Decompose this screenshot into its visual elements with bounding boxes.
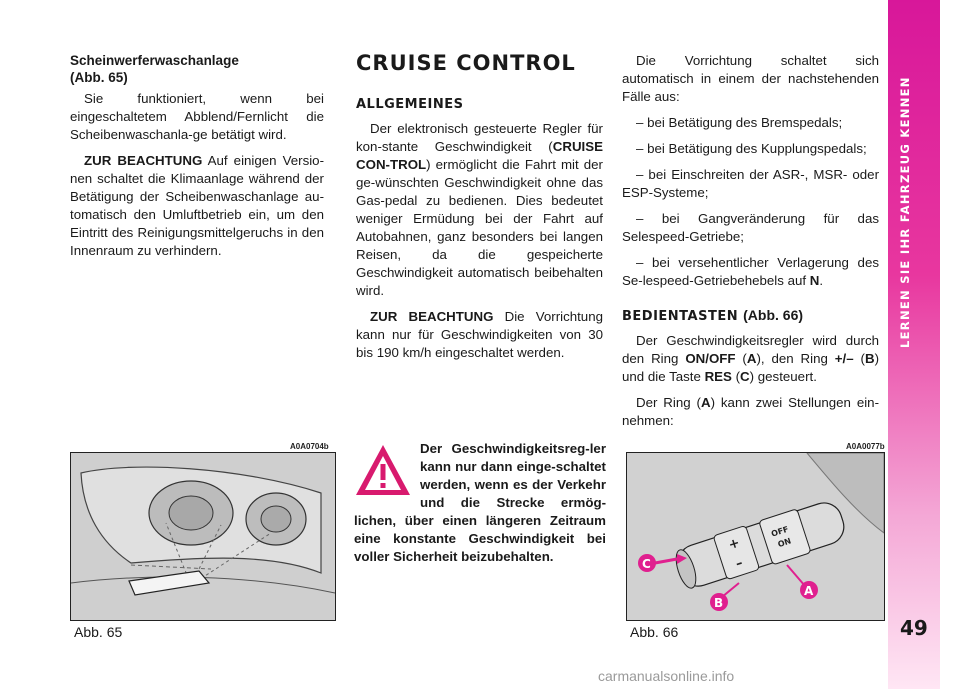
text: Der Ring (: [636, 395, 701, 410]
text: (: [731, 369, 741, 384]
text: ) und die Taste: [622, 351, 879, 384]
gear-n: N: [809, 273, 820, 288]
left-column: [70, 52, 324, 268]
deactivation-intro: Die Vorrichtung schaltet sich automatisch in einem der nachstehenden Fälle aus:: [622, 53, 879, 104]
note-label: ZUR BEACHTUNG: [370, 309, 494, 324]
label-b: B: [714, 596, 724, 610]
minus-mark: –: [733, 555, 745, 572]
label-c: C: [642, 557, 651, 571]
cruise-control-term: CRUISE CON-TROL: [356, 139, 603, 172]
text: (: [735, 351, 747, 366]
label-a: A: [804, 584, 814, 598]
text: (: [853, 351, 865, 366]
washer-fig-ref: Abb. 65: [74, 70, 124, 85]
washer-paragraph: Sie funktioniert, wenn bei eingeschaltetem Abblend/Fernlicht die Scheibenwaschanla-ge betätigt wird.: [70, 91, 324, 142]
right-column: [622, 52, 879, 438]
washer-heading-text: Scheinwerferwaschanlage: [70, 53, 239, 68]
chapter-title: LERNEN SIE IHR FAHRZEUG KENNEN: [898, 76, 912, 348]
paren: ): [123, 70, 128, 85]
term: RES: [704, 369, 732, 384]
warning-text: Der Geschwindigkeitsreg-ler kann nur dann einge-schaltet werden, wenn es der Verkehr und die Strecke ermög-lichen, über einen längeren Zeitraum eine konstante Geschwindigkeit bei voller Sicherheit beizubehalten.: [354, 441, 606, 564]
figure-65-headlamp: [70, 452, 336, 621]
section-heading-general: ALLGEMEINES: [356, 97, 464, 112]
paren: (: [70, 70, 75, 85]
figure-code: A0A0077b: [846, 442, 885, 451]
controls-paragraph: [622, 332, 879, 386]
text: .: [819, 273, 824, 288]
figure-66-caption: Abb. 66: [630, 624, 679, 640]
text: Der Geschwindigkeitsregler wird durch den Ring: [622, 333, 879, 366]
headlamp-illustration: [71, 453, 335, 620]
plus-mark: +: [726, 535, 742, 554]
term: +/–: [834, 351, 854, 366]
washer-note: [70, 152, 324, 260]
cruise-note: [356, 308, 603, 362]
on-mark: ON: [776, 536, 793, 550]
list-item: [622, 254, 879, 290]
middle-column: [356, 52, 603, 370]
text: ), den Ring: [756, 351, 835, 366]
controls-fig-ref: (Abb. 66): [743, 307, 804, 323]
term: C: [740, 369, 750, 384]
list-item: – bei Betätigung des Bremspedals;: [636, 115, 843, 130]
ring-paragraph: [622, 394, 879, 430]
term: A: [746, 351, 757, 366]
cruise-stalk-illustration: [627, 453, 884, 620]
list-item: – bei Gangveränderung für das Selespeed-Getriebe;: [622, 211, 879, 244]
washer-heading: [70, 52, 324, 86]
list-item: – bei Einschreiten der ASR-, MSR- oder ESP-Systeme;: [622, 167, 879, 200]
page-number: 49: [900, 616, 928, 640]
term: A: [700, 395, 711, 410]
text: ) ermöglicht die Fahrt mit der ge-wünschten Geschwindigkeit ohne das Gas-pedal zu bedienen. Dies bedeutet weniger Ermüdung bei der Fahrt auf Autobahnen, ganz besonders bei langen Reisen, da die gespeicherte Geschwindigkeit automatisch beibehalten wird.: [356, 157, 603, 298]
warning-block: [354, 440, 606, 566]
page-title: CRUISE CONTROL: [356, 51, 576, 75]
text: ) gesteuert.: [749, 369, 817, 384]
figure-66-stalk: [626, 452, 885, 621]
figure-code: A0A0704b: [290, 442, 329, 451]
note-text: Auf einigen Versio-nen schaltet die Klimaanlage während der Betätigung der Scheibenwaschanlage au-tomatisch den Umluftbetrieb ein, um den Eintritt des Reinigungsmittelgeruchs in den Innenraum zu verhindern.: [70, 153, 324, 258]
controls-heading-text: BEDIENTASTEN: [622, 309, 739, 324]
off-mark: OFF: [770, 524, 790, 539]
figure-65-caption: Abb. 65: [74, 624, 123, 640]
watermark: carmanualsonline.info: [598, 668, 735, 684]
note-text: Die Vorrichtung kann nur für Geschwindigkeiten von 30 bis 190 km/h eingeschaltet werden.: [356, 309, 603, 360]
text: Der elektronisch gesteuerte Regler für kon-stante Geschwindigkeit (: [356, 121, 603, 154]
warning-triangle-icon: [354, 442, 412, 498]
text: – bei versehentlicher Verlagerung des Se-lespeed-Getriebehebels auf: [622, 255, 879, 288]
term: ON/OFF: [685, 351, 736, 366]
note-label: ZUR BEACHTUNG: [84, 153, 203, 168]
text: ) kann zwei Stellungen ein-nehmen:: [622, 395, 880, 428]
section-heading-controls: [622, 306, 879, 326]
cruise-description: [356, 120, 603, 300]
term: B: [864, 351, 875, 366]
list-item: – bei Betätigung des Kupplungspedals;: [636, 141, 867, 156]
